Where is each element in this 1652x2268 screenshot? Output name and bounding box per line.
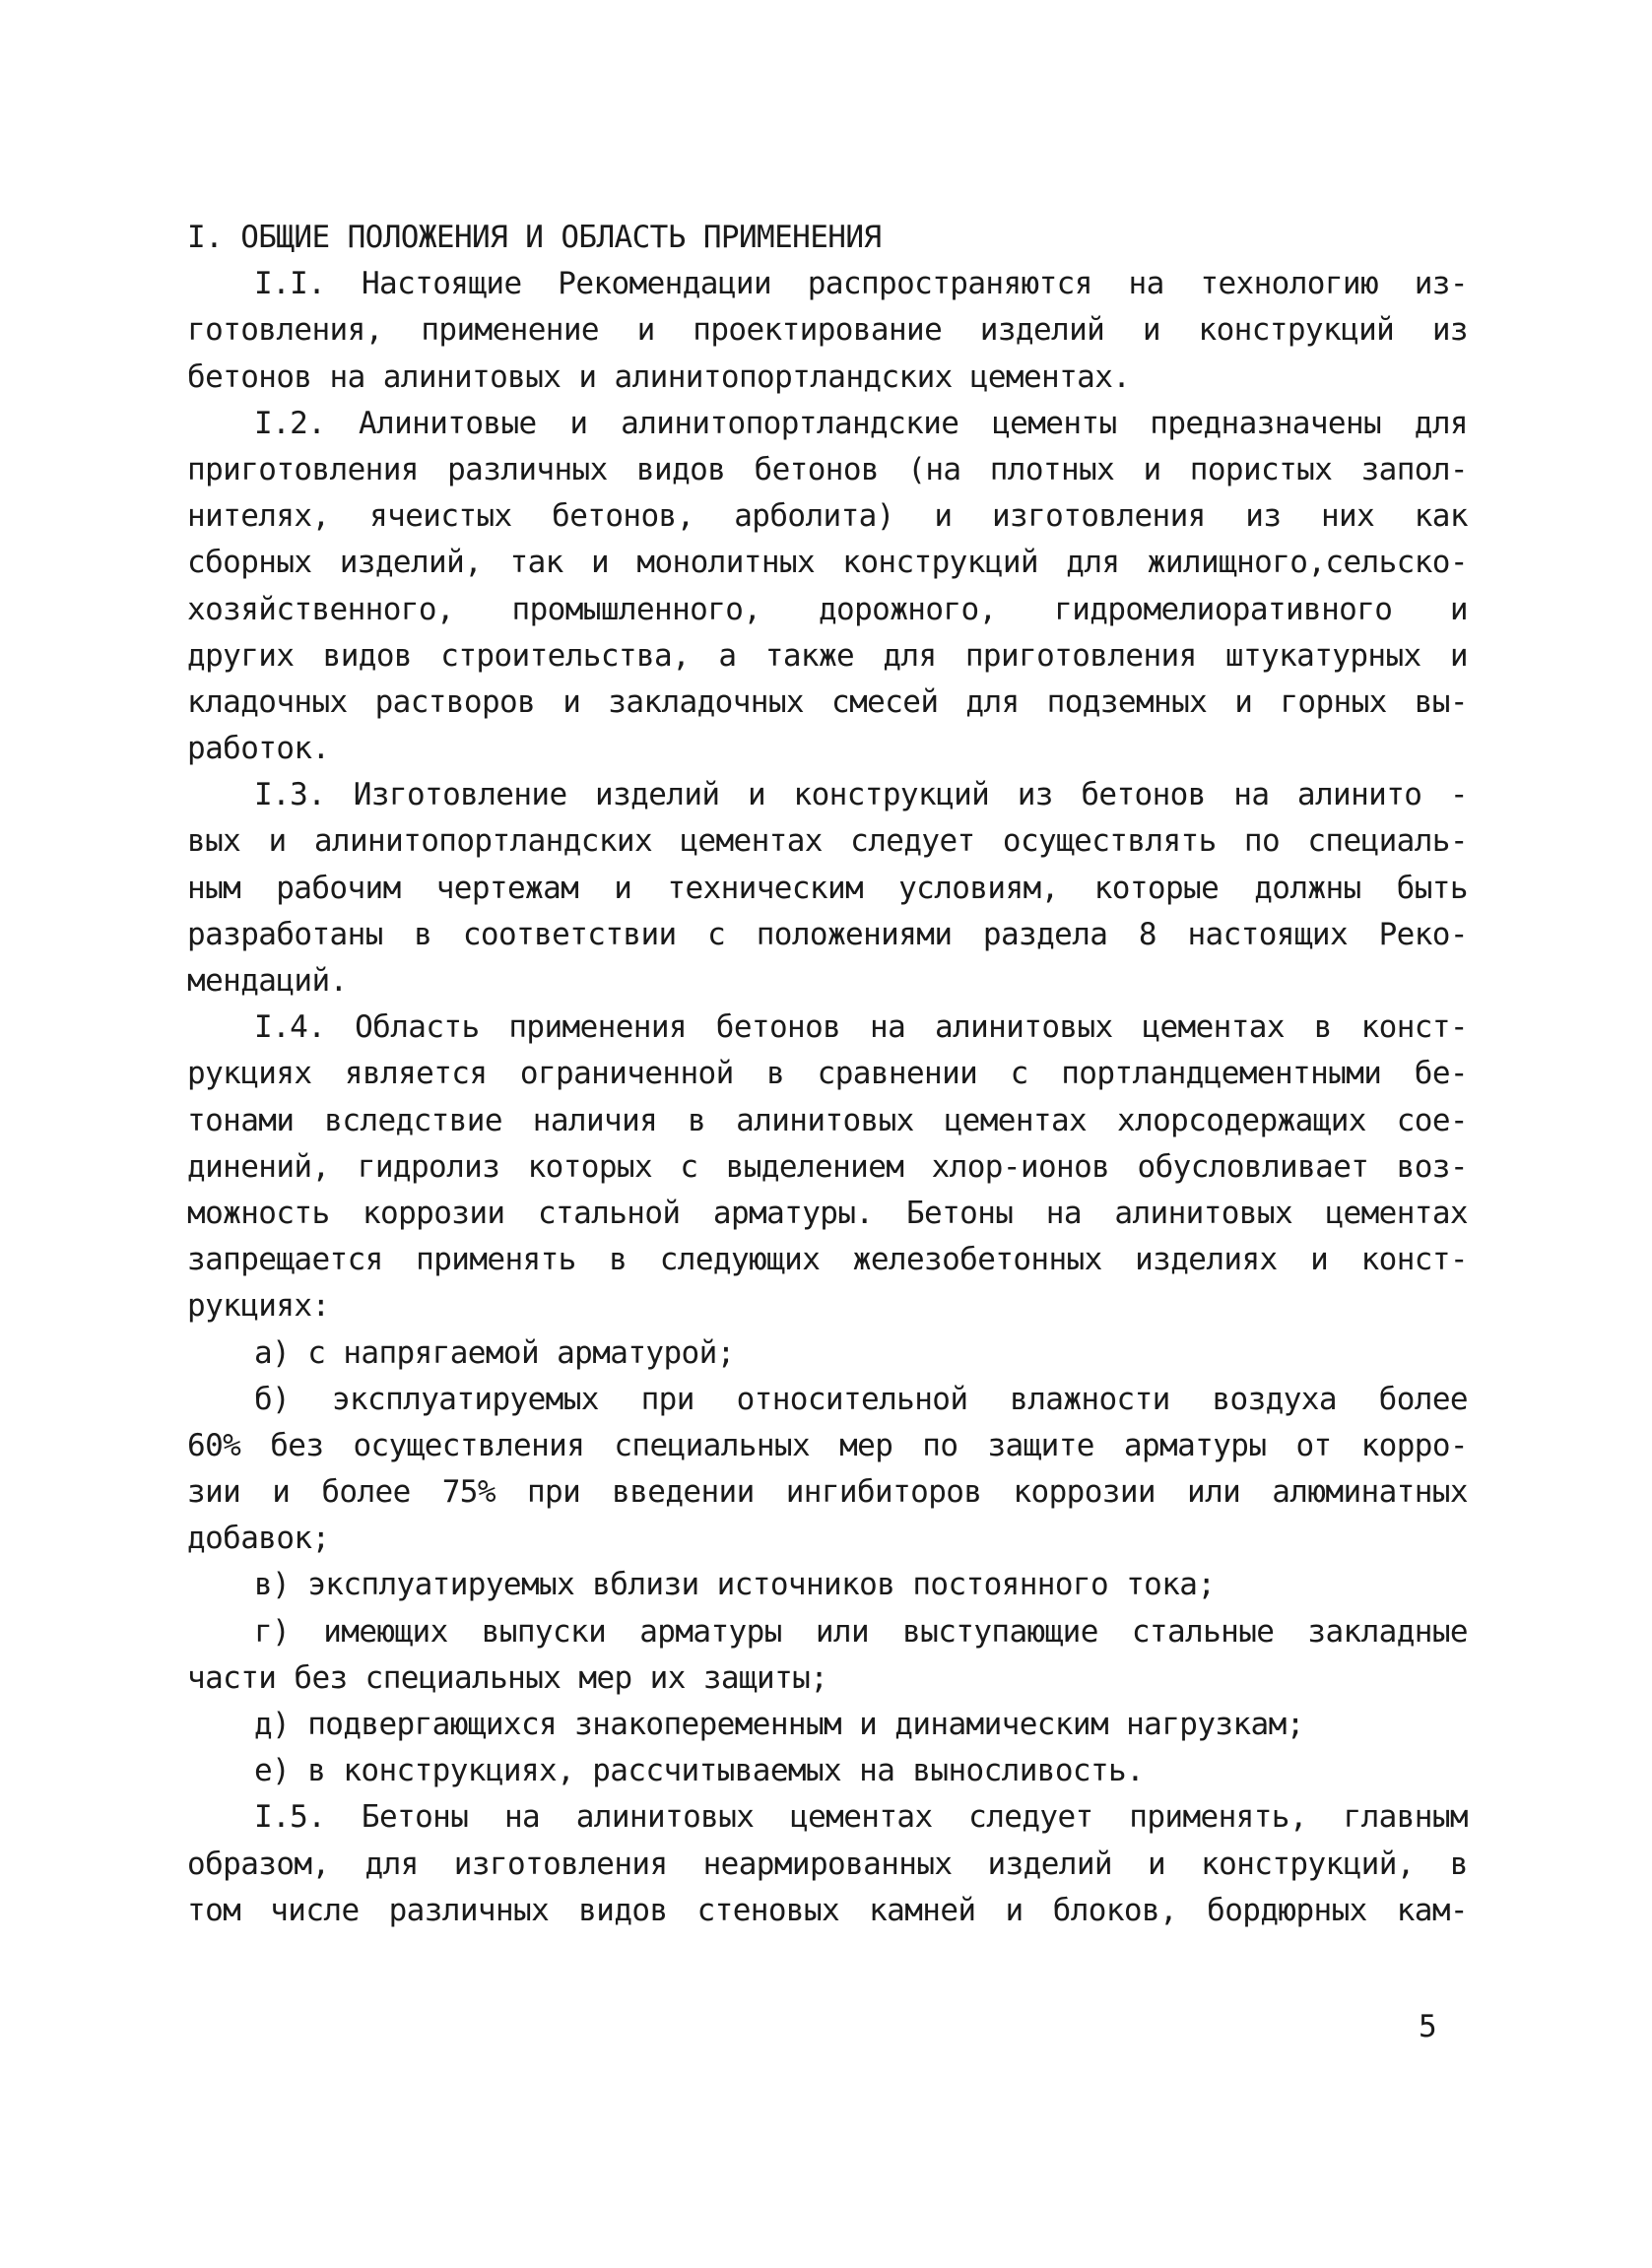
text-line <box>187 1842 1468 1888</box>
text-word: выпуски <box>481 1613 607 1650</box>
text-line <box>187 818 1468 865</box>
text-word: технологию <box>1200 266 1379 302</box>
text-word: Рекомендации <box>558 266 772 302</box>
text-word: быть <box>1396 870 1468 906</box>
text-word: алинитопортландских <box>313 823 653 860</box>
text-word: зии <box>187 1474 241 1511</box>
text-word: приготовления <box>187 451 419 487</box>
text-word: а <box>718 637 737 674</box>
text-line <box>187 493 1468 540</box>
text-word: в <box>1313 1009 1332 1046</box>
text-word: бетонов, <box>552 498 694 535</box>
text-word: растворов <box>374 683 536 720</box>
text-word: без <box>270 1427 324 1463</box>
text-word: конст- <box>1360 1242 1468 1278</box>
text-word: из <box>1017 777 1053 813</box>
text-word: более <box>321 1474 411 1511</box>
text-word: изготовления <box>453 1846 668 1882</box>
text-line <box>187 912 1468 958</box>
text-word: вы- <box>1414 683 1468 720</box>
text-word: так <box>509 545 563 581</box>
text-line <box>187 1191 1468 1237</box>
text-word: Бетоны <box>361 1799 469 1836</box>
text-word: раздела <box>982 916 1108 952</box>
text-word: или <box>1187 1474 1241 1511</box>
text-word: различных <box>388 1892 550 1928</box>
text-word: I.2. <box>254 405 326 441</box>
text-word: жилищного,сельско- <box>1147 545 1468 581</box>
text-word: конструкций <box>1198 312 1395 349</box>
text-word: положениями <box>756 916 953 952</box>
text-word: хлор-ионов <box>931 1148 1110 1185</box>
text-word: и <box>1005 1892 1024 1928</box>
text-word: подземных <box>1046 683 1208 720</box>
text-word: настоящих <box>1187 916 1349 952</box>
text-line <box>187 587 1468 633</box>
text-word: и <box>1143 451 1161 487</box>
text-line <box>187 680 1468 726</box>
text-word: рукциях <box>187 1056 312 1092</box>
text-word: применять <box>416 1242 576 1278</box>
text-line <box>187 540 1468 586</box>
text-word: применять, <box>1129 1799 1307 1836</box>
text-word: цементах <box>680 823 823 860</box>
text-word: изготовления <box>991 498 1206 535</box>
text-word: вых <box>187 823 241 860</box>
text-word: штукатурных <box>1224 637 1421 674</box>
text-word: в <box>1449 1846 1468 1882</box>
text-word: неармированных <box>702 1846 953 1882</box>
text-line: части без специальных мер их защиты; <box>187 1659 828 1696</box>
text-word: Бетоны <box>905 1195 1014 1231</box>
text-word: плотных <box>989 451 1115 487</box>
text-word: должны <box>1254 870 1361 906</box>
text-word: видов <box>578 1892 668 1928</box>
text-word: изделиях <box>1135 1242 1278 1278</box>
text-word: наличия <box>532 1102 658 1138</box>
text-word: гидромелиоративного <box>1054 591 1393 627</box>
text-word: Реко- <box>1378 916 1468 952</box>
text-line <box>187 1004 1468 1051</box>
text-word: них <box>1320 498 1375 535</box>
text-word: приготовления <box>964 637 1197 674</box>
text-word: ограниченной <box>519 1056 734 1092</box>
text-line: работок. <box>187 731 330 767</box>
text-line <box>187 1144 1468 1191</box>
text-line <box>187 1237 1468 1283</box>
text-word: закладные <box>1307 1613 1468 1650</box>
text-word: Область <box>355 1009 480 1046</box>
text-word: стальные <box>1131 1613 1275 1650</box>
text-word: для <box>883 637 937 674</box>
text-word: бе- <box>1414 1056 1468 1092</box>
text-word: алинитовых <box>575 1799 755 1836</box>
text-word: относительной <box>736 1381 968 1417</box>
text-word: из- <box>1414 266 1468 302</box>
text-word: камней <box>869 1892 976 1928</box>
text-word: монолитных <box>636 545 816 581</box>
text-word: г) <box>254 1613 291 1650</box>
text-word: сравнении <box>817 1056 978 1092</box>
text-word: осуществлять <box>1002 823 1217 860</box>
text-word: арболита) <box>734 498 894 535</box>
text-word: конст- <box>1360 1009 1468 1046</box>
text-word: алинитовых <box>736 1102 914 1138</box>
text-line: добавок; <box>187 1521 330 1557</box>
text-word: горных <box>1280 683 1387 720</box>
text-word: для <box>364 1846 419 1882</box>
text-word: при <box>640 1381 694 1417</box>
text-word: цементах <box>944 1102 1088 1138</box>
text-word: воз- <box>1396 1148 1468 1185</box>
text-word: специальных <box>614 1427 811 1463</box>
text-word: стеновых <box>696 1892 840 1928</box>
text-word: чертежам <box>435 870 579 906</box>
text-word: вследствие <box>324 1102 502 1138</box>
text-word: гидролиз <box>357 1148 500 1185</box>
text-word: строительства, <box>440 637 691 674</box>
text-line: мендаций. <box>187 963 348 999</box>
text-line <box>187 401 1468 447</box>
text-word: пористых <box>1189 451 1333 487</box>
text-word: как <box>1414 498 1468 535</box>
text-word: хлорсодержащих <box>1116 1102 1366 1138</box>
text-word: цементах <box>1142 1009 1285 1046</box>
text-word: можность <box>187 1195 330 1231</box>
text-word: сое- <box>1396 1102 1468 1138</box>
text-word: б) <box>254 1381 291 1417</box>
text-word: ингибиторов <box>785 1474 982 1511</box>
text-word: конструкций, <box>1201 1846 1415 1882</box>
text-word: более <box>1378 1381 1468 1417</box>
text-word: промышленного, <box>511 591 761 627</box>
text-line: бетонов на алинитовых и алинитопортландских цементах. <box>187 358 1131 395</box>
text-word: из <box>1431 312 1468 349</box>
text-word: мер <box>839 1427 893 1463</box>
text-word: следующих <box>659 1242 821 1278</box>
text-line <box>187 447 1468 493</box>
text-word: изделий <box>979 312 1105 349</box>
text-word: изделий, <box>339 545 483 581</box>
text-word: видов <box>322 637 412 674</box>
text-word: воздуха <box>1212 1381 1337 1417</box>
text-word: выделением <box>725 1148 904 1185</box>
text-word: железобетонных <box>852 1242 1102 1278</box>
text-word: I.5. <box>254 1799 326 1836</box>
text-word: применения <box>508 1009 687 1046</box>
text-word: и <box>1310 1242 1329 1278</box>
text-line <box>187 261 1468 307</box>
text-word: готовления, <box>187 312 383 349</box>
text-word: коррозии <box>1013 1474 1156 1511</box>
text-word: арматуры <box>1123 1427 1267 1463</box>
text-word: цементах <box>1325 1195 1468 1231</box>
text-word: специаль- <box>1307 823 1468 860</box>
text-word: нителях, <box>187 498 330 535</box>
text-word: алинитовых <box>934 1009 1113 1046</box>
text-word: 60% <box>187 1427 241 1463</box>
text-word: стальной <box>537 1195 681 1231</box>
text-word: в <box>609 1242 628 1278</box>
text-word: кам- <box>1396 1892 1468 1928</box>
text-line <box>187 1098 1468 1144</box>
text-word: для <box>1066 545 1120 581</box>
text-word: хозяйственного, <box>187 591 454 627</box>
text-word: 75% <box>441 1474 496 1511</box>
text-word: из <box>1245 498 1282 535</box>
text-line: е) в конструкциях, рассчитываемых на выносливость. <box>254 1753 1145 1789</box>
text-line <box>187 866 1468 912</box>
text-word: для <box>965 683 1020 720</box>
text-word: I.3. <box>254 777 326 813</box>
text-line: рукциях: <box>187 1288 330 1325</box>
text-word: алинито <box>1296 777 1422 813</box>
text-word: динений, <box>187 1148 330 1185</box>
text-line <box>187 772 1468 818</box>
text-word: предназначены <box>1150 405 1382 441</box>
text-word: алюминатных <box>1272 1474 1468 1511</box>
text-word: числе <box>270 1892 360 1928</box>
text-word: закладочных <box>608 683 804 720</box>
text-word: и <box>747 777 766 813</box>
text-line <box>187 1609 1468 1655</box>
body-text <box>187 215 1468 1934</box>
text-word: разработаны <box>187 916 383 952</box>
text-word: следует <box>850 823 975 860</box>
text-word: для <box>1414 405 1468 441</box>
text-word: на <box>503 1799 541 1836</box>
text-word: распространяются <box>807 266 1092 302</box>
text-word: по <box>1243 823 1281 860</box>
text-word: Алинитовые <box>358 405 537 441</box>
text-word: защите <box>987 1427 1094 1463</box>
text-word: конструкций <box>793 777 990 813</box>
text-word: смесей <box>831 683 939 720</box>
text-word: на <box>1045 1195 1082 1231</box>
text-word: на <box>1128 266 1164 302</box>
text-word: и <box>1234 683 1253 720</box>
text-word: изделий <box>595 777 720 813</box>
text-word: с <box>680 1148 698 1185</box>
text-word: запрещается <box>187 1242 383 1278</box>
text-word: кладочных <box>187 683 348 720</box>
text-word: дорожного, <box>818 591 997 627</box>
text-word: конструкций <box>842 545 1038 581</box>
text-word: которых <box>527 1148 653 1185</box>
text-word: и <box>1449 591 1468 627</box>
text-word: ячеистых <box>369 498 512 535</box>
text-word: алинитопортландские <box>621 405 959 441</box>
text-line <box>187 1377 1468 1423</box>
text-line <box>187 633 1468 680</box>
text-word: Изготовление <box>353 777 567 813</box>
page-number: 5 <box>1419 2009 1437 2044</box>
text-word: техническим <box>667 870 864 906</box>
text-word: осуществления <box>353 1427 585 1463</box>
text-word: запол- <box>1360 451 1468 487</box>
text-line <box>187 1469 1468 1516</box>
text-word: блоков, <box>1052 1892 1178 1928</box>
text-word: имеющих <box>323 1613 448 1650</box>
text-line: а) с напрягаемой арматурой; <box>254 1334 735 1371</box>
text-word: (на <box>907 451 961 487</box>
text-word: и <box>591 545 610 581</box>
text-word: Настоящие <box>361 266 522 302</box>
text-word: I.I. <box>254 266 326 302</box>
text-word: бордюрных <box>1207 1892 1367 1928</box>
text-word: главным <box>1343 1799 1468 1836</box>
text-line: д) подвергающихся знакопеременным и динамическим нагрузкам; <box>254 1707 1304 1742</box>
text-word: и <box>1147 1846 1166 1882</box>
text-word: на <box>1233 777 1270 813</box>
section-heading: I. ОБЩИЕ ПОЛОЖЕНИЯ И ОБЛАСТЬ ПРИМЕНЕНИЯ <box>187 220 882 255</box>
text-word: изделий <box>987 1846 1112 1882</box>
text-word: рабочим <box>276 870 401 906</box>
text-word: - <box>1449 777 1468 813</box>
text-word: бетонов <box>715 1009 841 1046</box>
text-word: цементы <box>992 405 1117 441</box>
text-word: при <box>526 1474 581 1511</box>
text-line: в) эксплуатируемых вблизи источников постоянного тока; <box>254 1567 1216 1603</box>
text-word: в <box>766 1056 785 1092</box>
text-word: влажности <box>1010 1381 1170 1417</box>
text-word: является <box>344 1056 488 1092</box>
text-word: ным <box>187 870 241 906</box>
text-word: с <box>707 916 726 952</box>
text-word: или <box>815 1613 870 1650</box>
text-word: том <box>187 1892 241 1928</box>
text-word: 8 <box>1138 916 1156 952</box>
text-word: и <box>614 870 632 906</box>
text-word: и <box>636 312 655 349</box>
text-word: и <box>272 1474 291 1511</box>
text-word: и <box>1449 637 1468 674</box>
text-word: с <box>1010 1056 1028 1092</box>
text-word: применение <box>421 312 599 349</box>
text-word: тонами <box>187 1102 295 1138</box>
text-word: в <box>688 1102 706 1138</box>
text-word: на <box>870 1009 906 1046</box>
text-word: введении <box>612 1474 755 1511</box>
text-line <box>187 307 1468 354</box>
text-word: которые <box>1093 870 1220 906</box>
text-word: арматуры. <box>712 1195 874 1231</box>
text-word: от <box>1295 1427 1332 1463</box>
text-word: портландцементными <box>1061 1056 1382 1092</box>
text-line <box>187 1051 1468 1097</box>
text-word: других <box>187 637 295 674</box>
text-word: и <box>562 683 581 720</box>
text-word: и <box>934 498 953 535</box>
paragraph-lines <box>187 261 1468 1934</box>
text-word: I.4. <box>254 1009 326 1046</box>
text-word: алинитовых <box>1114 1195 1293 1231</box>
text-word: также <box>764 637 855 674</box>
text-word: выступающие <box>902 1613 1098 1650</box>
text-word: бетонов <box>754 451 879 487</box>
text-word: сборных <box>187 545 312 581</box>
text-word: обусловливает <box>1137 1148 1369 1185</box>
text-word: проектирование <box>693 312 943 349</box>
text-word: и <box>1142 312 1160 349</box>
text-word: и <box>569 405 588 441</box>
text-line <box>187 1423 1468 1469</box>
text-line <box>187 1794 1468 1841</box>
text-word: эксплуатируемых <box>331 1381 599 1417</box>
text-line <box>187 1888 1468 1934</box>
text-word: и <box>268 823 287 860</box>
text-word: цементах <box>790 1799 933 1836</box>
text-word: арматуры <box>639 1613 782 1650</box>
text-word: условиям, <box>898 870 1059 906</box>
text-word: образом, <box>187 1846 330 1882</box>
text-word: корро- <box>1360 1427 1468 1463</box>
text-word: в <box>414 916 432 952</box>
text-word: различных <box>447 451 608 487</box>
text-word: видов <box>635 451 726 487</box>
text-word: бетонов <box>1081 777 1206 813</box>
text-word: соответствии <box>462 916 677 952</box>
text-word: по <box>922 1427 958 1463</box>
text-word: следует <box>968 1799 1093 1836</box>
text-word: коррозии <box>362 1195 505 1231</box>
